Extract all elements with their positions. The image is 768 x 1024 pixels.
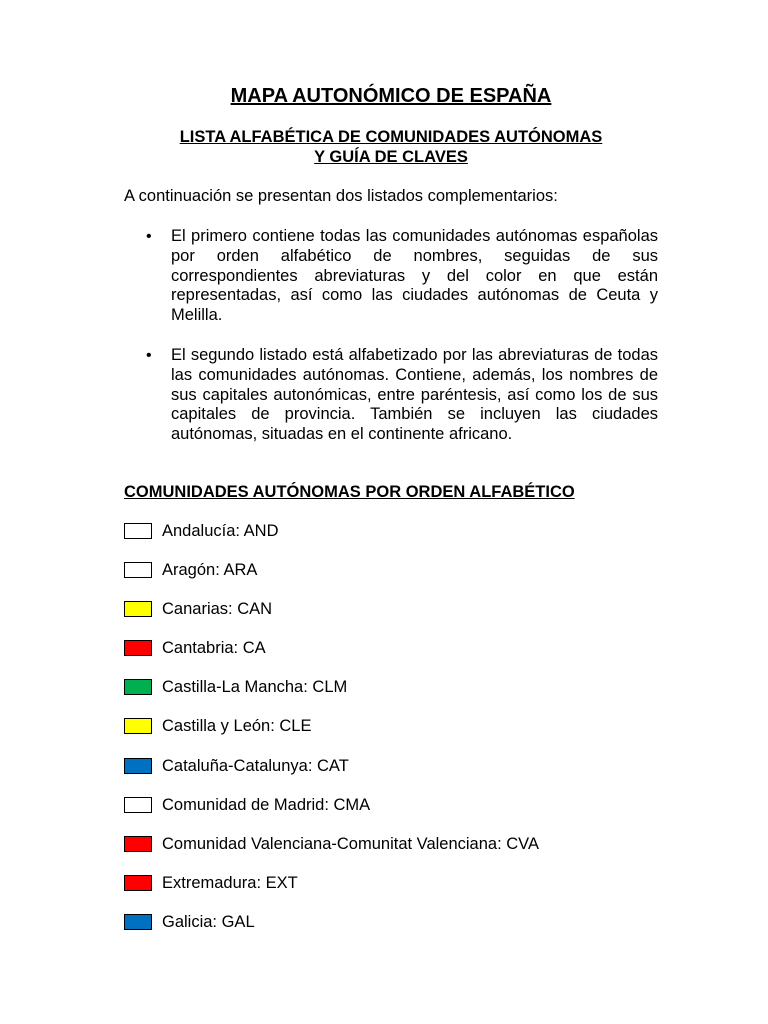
subtitle-line-2: Y GUÍA DE CLAVES <box>314 148 468 166</box>
legend-label: Comunidad de Madrid: CMA <box>162 795 371 814</box>
legend-item <box>124 560 539 599</box>
legend-label: Cantabria: CA <box>162 639 266 658</box>
legend-label: Cataluña-Catalunya: CAT <box>162 756 349 775</box>
bullet-dot-icon: • <box>146 228 152 245</box>
document-title: MAPA AUTONÓMICO DE ESPAÑA <box>230 85 552 107</box>
color-swatch <box>124 836 152 852</box>
color-swatch <box>124 562 152 578</box>
subtitle-line-1: LISTA ALFABÉTICA DE COMUNIDADES AUTÓNOMAS <box>179 128 603 146</box>
color-swatch <box>124 679 152 695</box>
intro-paragraph: A continuación se presentan dos listados complementarios: <box>124 187 558 205</box>
color-swatch <box>124 914 152 930</box>
community-legend <box>124 521 539 951</box>
color-swatch <box>124 523 152 539</box>
legend-item <box>124 756 539 795</box>
legend-label: Castilla y León: CLE <box>162 717 312 736</box>
legend-item <box>124 795 539 834</box>
color-swatch <box>124 718 152 734</box>
bullet-list <box>124 227 658 465</box>
legend-label: Canarias: CAN <box>162 600 273 619</box>
legend-label: Galicia: GAL <box>162 912 255 931</box>
bullet-item <box>124 346 658 445</box>
legend-label: Castilla-La Mancha: CLM <box>162 678 348 697</box>
color-swatch <box>124 797 152 813</box>
bullet-text: El primero contiene todas las comunidades autónomas españolas por orden alfabético de nombres, seguidas de sus correspondientes abreviaturas y del color en que están representadas, así como las ciudades autónomas de Ceuta y Melilla. <box>171 227 658 325</box>
legend-item <box>124 834 539 873</box>
legend-item <box>124 599 539 638</box>
bullet-dot-icon: • <box>146 346 152 364</box>
legend-label: Andalucía: AND <box>162 522 279 540</box>
color-swatch <box>124 758 152 774</box>
legend-label: Extremadura: EXT <box>162 873 298 892</box>
legend-item <box>124 912 539 951</box>
legend-item <box>124 873 539 912</box>
legend-item <box>124 638 539 677</box>
section-heading: COMUNIDADES AUTÓNOMAS POR ORDEN ALFABÉTICO <box>124 483 575 501</box>
legend-item <box>124 521 539 560</box>
color-swatch <box>124 640 152 656</box>
document-subtitle <box>0 127 768 167</box>
color-swatch <box>124 601 152 617</box>
legend-label: Comunidad Valenciana-Comunitat Valenciana: CVA <box>162 834 539 853</box>
legend-item <box>124 716 539 755</box>
bullet-item <box>124 227 658 326</box>
color-swatch <box>124 875 152 891</box>
legend-item <box>124 677 539 716</box>
legend-label: Aragón: ARA <box>162 561 258 580</box>
bullet-text: El segundo listado está alfabetizado por las abreviaturas de todas las comunidades autónomas. Contiene, además, los nombres de sus capitales autonómicas, entre paréntesis, así como los de sus capitales de provincia. También se incluyen las ciudades autónomas, situadas en el continente africano. <box>171 345 658 444</box>
